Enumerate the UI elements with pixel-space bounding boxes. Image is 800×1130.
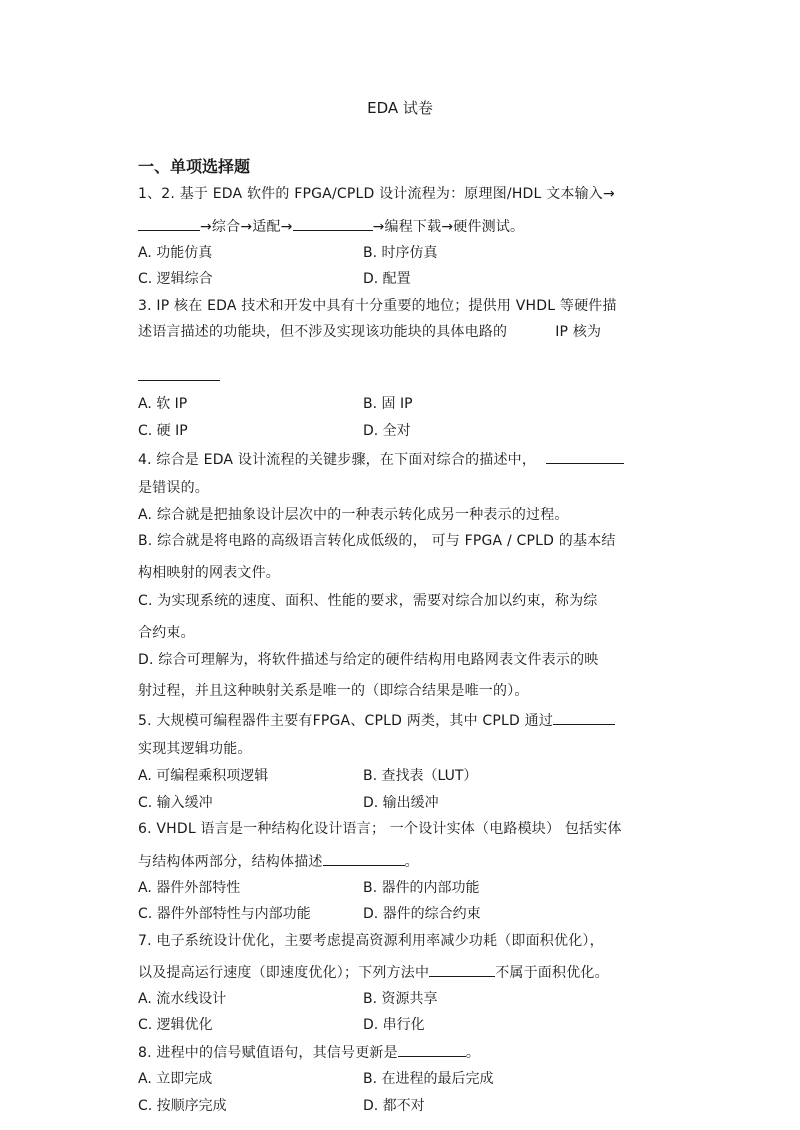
option-d: D. 配置 — [363, 271, 411, 287]
answer-blank — [553, 710, 615, 725]
answer-blank — [323, 851, 405, 866]
option-b-line-1: B. 综合就是将电路的高级语言转化成低级的， 可与 FPGA / CPLD 的基本结 — [138, 533, 616, 549]
option-d-line-2: 射过程，并且这种映射关系是唯一的（即综合结果是唯一的）。 — [138, 683, 529, 699]
option-a: A. 可编程乘积项逻辑 — [138, 768, 269, 784]
question-6-line-1: 6. VHDL 语言是一种结构化设计语言； 一个设计实体（电路模块） 包括实体 — [138, 821, 622, 837]
option-d: D. 输出缓冲 — [363, 795, 439, 811]
question-4-line-1: 4. 综合是 EDA 设计流程的关键步骤，在下面对综合的描述中， — [138, 449, 668, 470]
option-d: D. 都不对 — [363, 1098, 425, 1114]
answer-blank — [293, 216, 373, 231]
option-b: B. 资源共享 — [363, 991, 438, 1007]
answer-blank — [398, 1042, 466, 1057]
question-8-line-1: 8. 进程中的信号赋值语句，其信号更新是 。 — [138, 1042, 668, 1063]
option-d: D. 全对 — [363, 423, 411, 439]
option-c: C. 逻辑优化 — [138, 1017, 213, 1033]
option-d-line-1: D. 综合可理解为，将软件描述与给定的硬件结构用电路网表文件表示的映 — [138, 652, 599, 668]
question-3-line-1: 3. IP 核在 EDA 技术和开发中具有十分重要的地位；提供用 VHDL 等硬件描 — [138, 298, 617, 314]
option-c: C. 按顺序完成 — [138, 1098, 227, 1114]
option-a: A. 器件外部特性 — [138, 880, 241, 896]
option-c: C. 逻辑综合 — [138, 271, 213, 287]
question-5-line-2: 实现其逻辑功能。 — [138, 741, 252, 757]
option-a: A. 立即完成 — [138, 1071, 213, 1087]
option-c-line-1: C. 为实现系统的速度、面积、性能的要求，需要对综合加以约束，称为综 — [138, 593, 598, 609]
option-a: A. 流水线设计 — [138, 991, 227, 1007]
option-b-line-2: 构相映射的网表文件。 — [138, 565, 280, 581]
option-b: B. 器件的内部功能 — [363, 880, 480, 896]
answer-blank — [138, 216, 200, 231]
option-b: B. 时序仿真 — [363, 245, 438, 261]
question-3-blank-line — [138, 366, 668, 387]
option-b: B. 在进程的最后完成 — [363, 1071, 494, 1087]
option-c: C. 硬 IP — [138, 423, 188, 439]
page-title: EDA 试卷 — [367, 99, 433, 117]
question-5-line-1: 5. 大规模可编程器件主要有FPGA、CPLD 两类，其中 CPLD 通过 — [138, 710, 668, 731]
section-heading: 一、单项选择题 — [138, 157, 251, 176]
answer-blank — [429, 962, 495, 977]
option-a: A. 功能仿真 — [138, 245, 213, 261]
option-a: A. 软 IP — [138, 396, 188, 412]
option-d: D. 器件的综合约束 — [363, 906, 481, 922]
option-b: B. 查找表（LUT） — [363, 768, 478, 784]
option-a: A. 综合就是把抽象设计层次中的一种表示转化成另一种表示的过程。 — [138, 507, 569, 523]
question-4-line-2: 是错误的。 — [138, 480, 209, 496]
option-b: B. 固 IP — [363, 396, 413, 412]
option-d: D. 串行化 — [363, 1017, 425, 1033]
question-3-line-2: 述语言描述的功能块，但不涉及实现该功能块的具体电路的 IP 核为 — [138, 324, 602, 340]
question-7-line-1: 7. 电子系统设计优化，主要考虑提高资源利用率减少功耗（即面积优化）， — [138, 933, 604, 949]
option-c-line-2: 合约束。 — [138, 625, 195, 641]
answer-blank — [138, 366, 220, 381]
option-c: C. 输入缓冲 — [138, 795, 213, 811]
answer-blank — [546, 449, 624, 464]
question-6-line-2: 与结构体两部分，结构体描述 。 — [138, 851, 668, 872]
question-1-2-line-1: 1、2. 基于 EDA 软件的 FPGA/CPLD 设计流程为：原理图/HDL 文本输入→ — [138, 186, 615, 202]
option-c: C. 器件外部特性与内部功能 — [138, 906, 311, 922]
question-1-2-line-2: →综合→适配→ →编程下载→硬件测试。 — [138, 216, 668, 237]
question-7-line-2: 以及提高运行速度（即速度优化）；下列方法中 不属于面积优化。 — [138, 962, 668, 983]
